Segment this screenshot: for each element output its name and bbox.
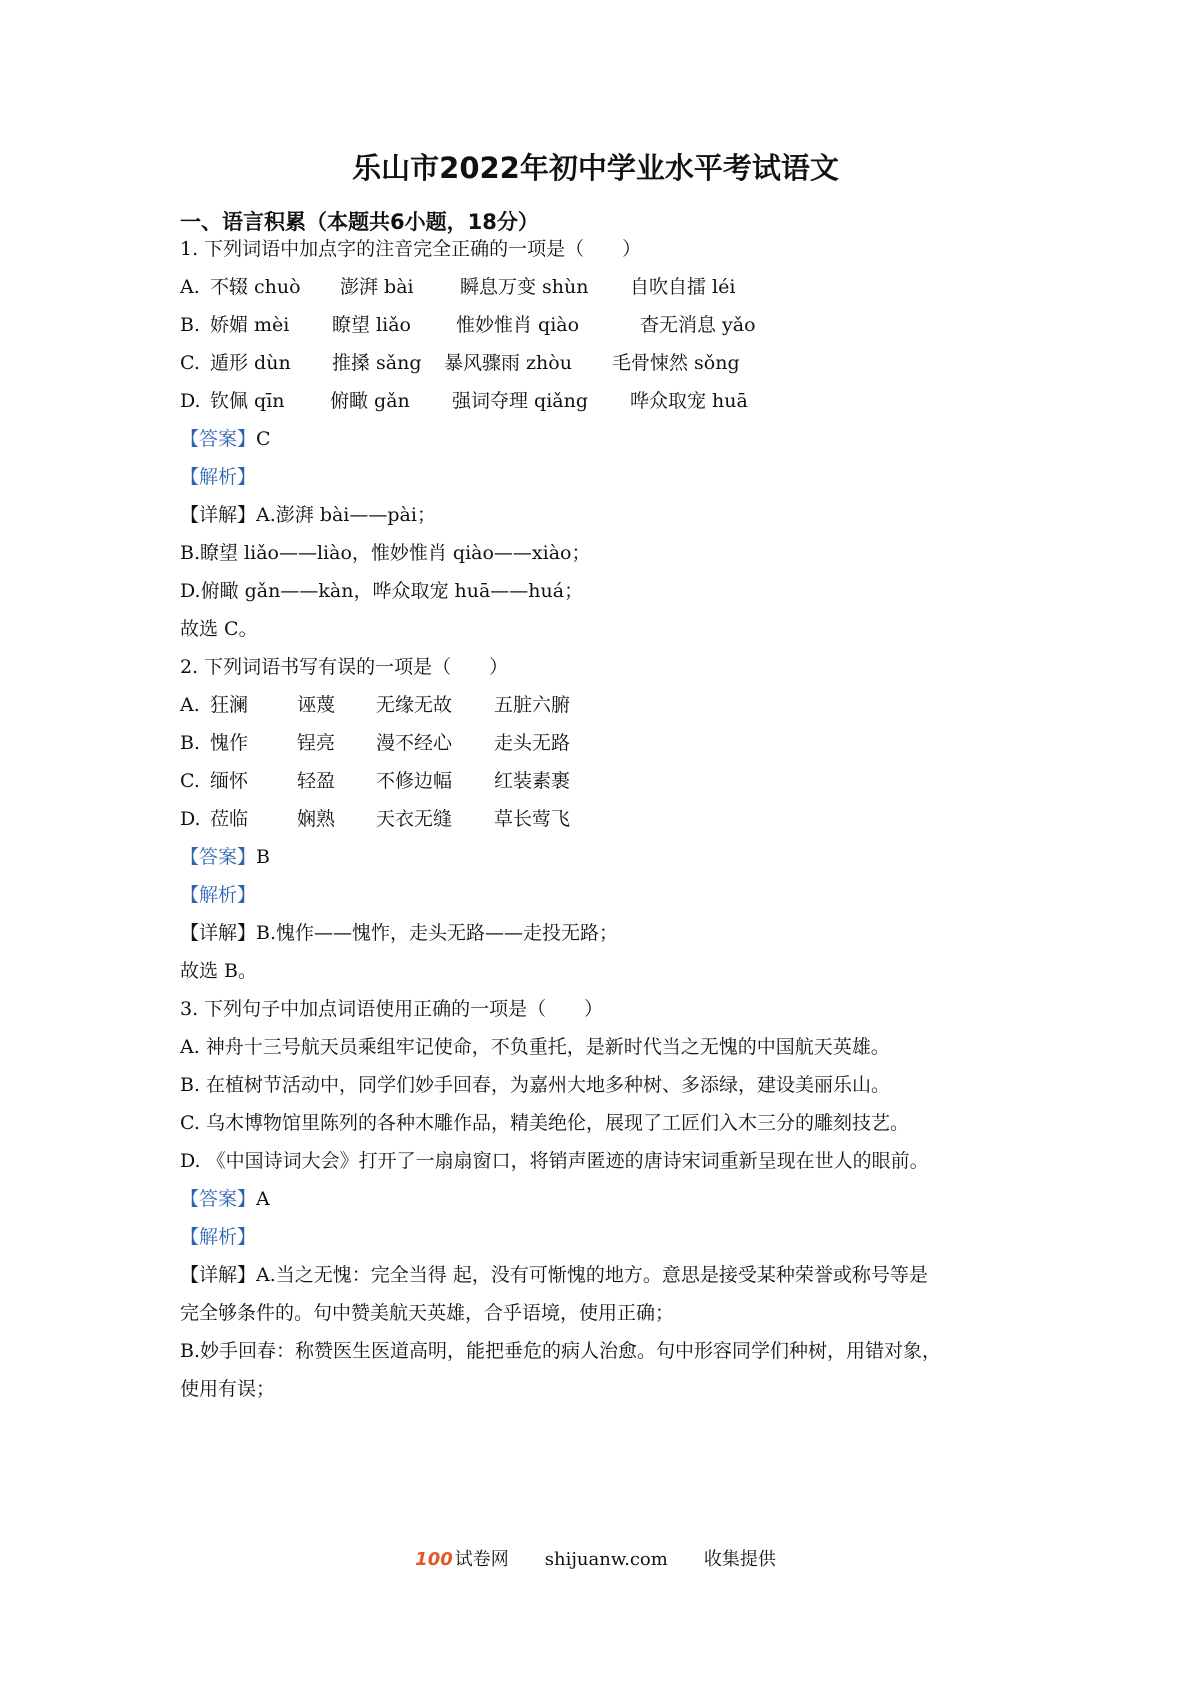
option-item: 瞬息万变 shùn [460, 276, 589, 298]
q2-option-a [180, 692, 940, 718]
q1-detail-line: D.俯瞰 gǎn——kàn，哗众取宠 huā——huá； [180, 580, 584, 602]
q1-option-c [180, 350, 940, 376]
option-item: B. [180, 732, 201, 754]
option-item: 草长莺飞 [494, 808, 571, 830]
q1-analysis-tag: 【解析】 [180, 466, 257, 488]
option-item: 诬蔑 [297, 694, 336, 716]
q2-option-d [180, 806, 940, 832]
q2-detail-line: 故选 B。 [180, 960, 258, 982]
option-item: 娇媚 mèi [210, 314, 290, 336]
option-item: 无缘无故 [376, 694, 453, 716]
option-item: 愧作 [210, 732, 249, 754]
option-item: 狂澜 [210, 694, 249, 716]
option-item: 俯瞰 gǎn [330, 390, 410, 412]
option-item: 锃亮 [297, 732, 336, 754]
option-item: D. [180, 808, 201, 830]
option-item: 漫不经心 [376, 732, 453, 754]
footer-site-name: 试卷网 [454, 1549, 509, 1570]
option-item: 哗众取宠 huā [630, 390, 748, 412]
page-title: 乐山市2022年初中学业水平考试语文 [352, 151, 839, 185]
option-item: 不辍 chuò [210, 276, 301, 298]
question-2-stem: 2. 下列词语书写有误的一项是（ ） [180, 656, 509, 678]
option-item: A. [180, 276, 200, 298]
option-item: 钦佩 qīn [210, 390, 285, 412]
q2-option-b [180, 730, 940, 756]
q1-detail-line: 【详解】A.澎湃 bài——pài； [180, 504, 436, 526]
option-item: 杳无消息 yǎo [640, 314, 756, 336]
q3-option-d: D. 《中国诗词大会》打开了一扇扇窗口，将销声匿迹的唐诗宋词重新呈现在世人的眼前。 [180, 1150, 929, 1172]
option-item: 缅怀 [210, 770, 249, 792]
q3-option-a: A. 神舟十三号航天员乘组牢记使命，不负重托，是新时代当之无愧的中国航天英雄。 [180, 1036, 890, 1058]
q2-answer: 【答案】B [180, 846, 270, 868]
option-item: C. [180, 352, 200, 374]
page-footer [0, 1545, 1191, 1571]
q3-detail-line: B.妙手回春：称赞医生医道高明，能把垂危的病人治愈。句中形容同学们种树，用错对象， [180, 1340, 942, 1362]
option-item: 娴熟 [297, 808, 336, 830]
q3-option-c: C. 乌木博物馆里陈列的各种木雕作品，精美绝伦，展现了工匠们入木三分的雕刻技艺。 [180, 1112, 909, 1134]
option-item: B. [180, 314, 201, 336]
option-item: D. [180, 390, 201, 412]
q3-detail-line: 【详解】A.当之无愧：完全当得 起，没有可惭愧的地方。意思是接受某种荣誉或称号等是 [180, 1264, 928, 1286]
q3-answer: 【答案】A [180, 1188, 270, 1210]
q1-option-b [180, 312, 940, 338]
q1-option-d [180, 388, 940, 414]
option-item: C. [180, 770, 200, 792]
option-item: 惟妙惟肖 qiào [456, 314, 580, 336]
option-item: 自吹自擂 léi [630, 276, 736, 298]
q3-detail-line: 使用有误； [180, 1378, 276, 1400]
footer-note: 收集提供 [703, 1549, 776, 1570]
site-logo-icon: 100 [415, 1549, 453, 1570]
q2-analysis-tag: 【解析】 [180, 884, 257, 906]
option-item: 轻盈 [297, 770, 336, 792]
q1-detail-line: B.瞭望 liǎo——liào，惟妙惟肖 qiào——xiào； [180, 542, 591, 564]
q3-detail-line: 完全够条件的。句中赞美航天英雄，合乎语境，使用正确； [180, 1302, 675, 1324]
option-item: 强词夺理 qiǎng [452, 390, 589, 412]
question-3-stem: 3. 下列句子中加点词语使用正确的一项是（ ） [180, 998, 604, 1020]
option-item: 澎湃 bài [340, 276, 414, 298]
q3-option-b: B. 在植树节活动中，同学们妙手回春，为嘉州大地多种树、多添绿，建设美丽乐山。 [180, 1074, 891, 1096]
option-item: 遁形 dùn [210, 352, 291, 374]
q1-answer: 【答案】C [180, 428, 271, 450]
option-item: A. [180, 694, 200, 716]
q1-detail-line: 故选 C。 [180, 618, 258, 640]
option-item: 推搡 sǎng [332, 352, 422, 374]
option-item: 暴风骤雨 zhòu [444, 352, 572, 374]
option-item: 莅临 [210, 808, 249, 830]
section-heading: 一、语言积累（本题共6小题，18分） [180, 210, 539, 234]
option-item: 毛骨悚然 sǒng [612, 352, 740, 374]
option-item: 五脏六腑 [494, 694, 571, 716]
footer-url[interactable]: shijuanw.com [544, 1549, 668, 1570]
q3-analysis-tag: 【解析】 [180, 1226, 257, 1248]
option-item: 走头无路 [494, 732, 571, 754]
option-item: 红装素裹 [494, 770, 571, 792]
q1-option-a [180, 274, 940, 300]
question-1-stem: 1. 下列词语中加点字的注音完全正确的一项是（ ） [180, 238, 642, 260]
option-item: 瞭望 liǎo [332, 314, 411, 336]
q2-detail-line: 【详解】B.愧作——愧怍，走头无路——走投无路； [180, 922, 619, 944]
option-item: 不修边幅 [376, 770, 453, 792]
q2-option-c [180, 768, 940, 794]
option-item: 天衣无缝 [376, 808, 453, 830]
